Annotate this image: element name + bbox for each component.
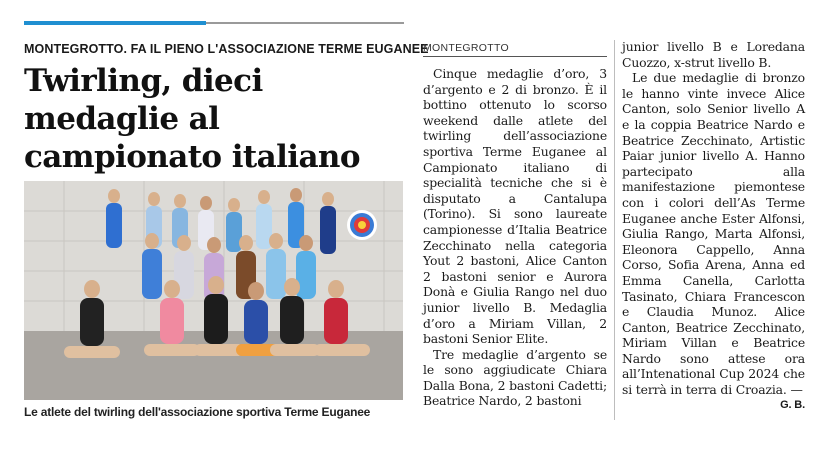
section-rule [423,56,607,57]
article-headline: Twirling, dieci medaglie al campionato italiano [24,63,360,175]
body-paragraph: Cinque medaglie d’oro, 3 d’argento e 2 di bronzo. È il bottino ottenuto lo scorso weekend dalle atlete del twirling dell’associazione sportiva Terme Euganee al Campionato italiano di specialità tecniche che si è disputato a Cantalupa (Torino). Si sono laureate campionesse d’Italia Beatrice Zecchinato nella categoria Yout 2 bastoni, Alice Canton 2 bastoni senior e Aurora Donà e Giulia Rango nel duo junior livello B. Medaglia d’oro a Miriam Villan, 2 bastoni Senior Elite. [423,66,607,347]
body-paragraph: Le due medaglie di bronzo le hanno vinte invece Alice Canton, solo Senior livello A e la coppia Beatrice Nardo e Beatrice Zecchinato, Artistic Paiar junior livello A. Hanno partecipato alla manifestazione piemontese con i colori dell’As Terme Euganee anche Ester Alfonsi, Giulia Rango, Marta Alfonsi, Eleonora Cappello, Anna Corso, Sofia Arena, Anna ed Emma Canella, Carlotta Tasinato, Chiara Francescon e Claudia Munoz. Alice Canton, Beatrice Zecchinato, Miriam Villan e Beatrice Nardo sono attese ora all’Intenational Cup 2024 che si terrà in terra di Croazia. — [622,70,805,398]
article-column-1 [423,66,607,409]
team-photo [24,181,403,400]
team-photo-illustration [24,181,403,400]
top-accent-bar [24,21,206,25]
top-rule [206,22,404,24]
column-divider [614,40,615,420]
section-label: MONTEGROTTO [423,42,509,54]
article-kicker: MONTEGROTTO. FA IL PIENO L'ASSOCIAZIONE TERME EUGANEE [24,42,429,56]
body-paragraph: Tre medaglie d’argento se le sono aggiudicate Chiara Dalla Bona, 2 bastoni Cadetti; Beatrice Nardo, 2 bastoni [423,346,607,409]
author-signature: G. B. [780,398,805,411]
body-paragraph: junior livello B e Loredana Cuozzo, x-strut livello B. [622,39,805,70]
archery-target [347,210,377,240]
photo-caption: Le atlete del twirling dell'associazione sportiva Terme Euganee [24,405,371,419]
article-column-2 [622,39,805,413]
